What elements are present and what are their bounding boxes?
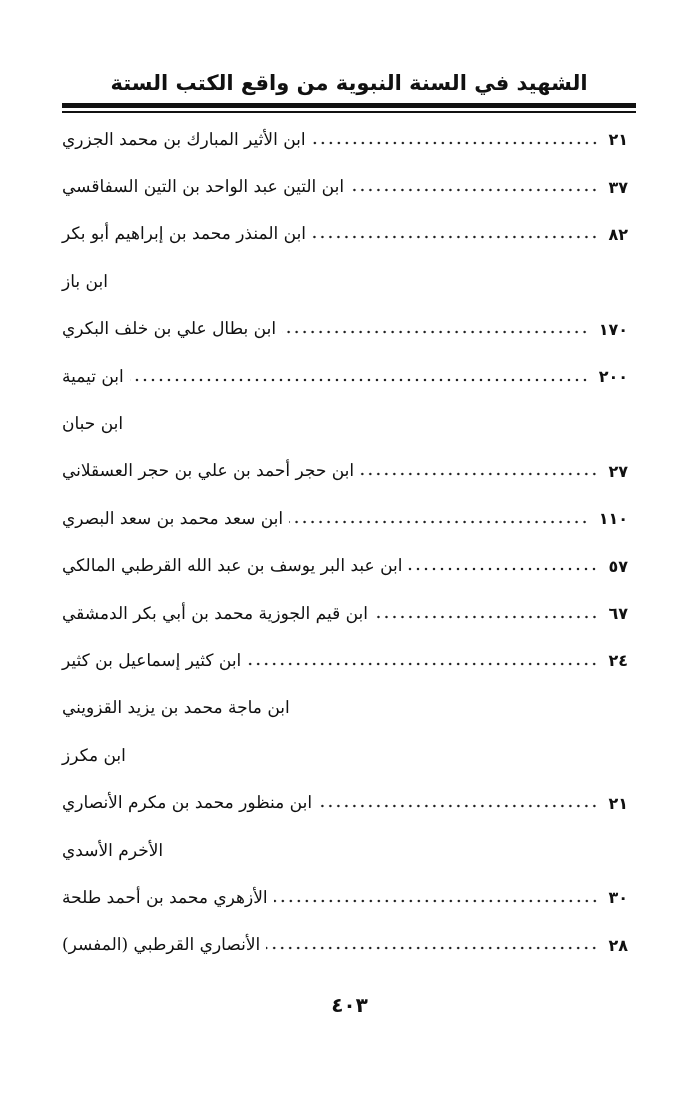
entry-name: ابن قيم الجوزية محمد بن أبي بكر الدمشقي [62, 603, 368, 624]
entry-name: ابن كثير إسماعيل بن كثير [62, 650, 242, 671]
dot-leader [247, 658, 598, 670]
entry-name: الأخرم الأسدي [62, 840, 164, 861]
entry-page-number: ٦٧ [608, 604, 628, 624]
dot-leader [130, 374, 589, 386]
index-entry [62, 163, 628, 210]
entry-name: ابن عبد البر يوسف بن عبد الله القرطبي المالكي [62, 556, 403, 577]
dot-leader [374, 611, 598, 623]
entry-name: ابن تيمية [62, 366, 124, 387]
dot-leader [350, 184, 598, 196]
index-entry [62, 211, 628, 258]
dot-leader [312, 137, 599, 149]
index-entry [62, 732, 628, 779]
entry-name: الأزهري محمد بن أحمد طلحة [62, 887, 268, 908]
entry-name: ابن سعد محمد بن سعد البصري [62, 508, 284, 529]
index-entry [62, 590, 628, 637]
entry-page-number: ٢٤ [608, 651, 628, 671]
index-entry [62, 353, 628, 400]
entry-name: ابن ماجة محمد بن يزيد القزويني [62, 698, 290, 719]
dot-leader [266, 942, 598, 954]
entry-name: ابن مكرز [62, 745, 126, 766]
entry-page-number: ٢٨ [608, 935, 628, 955]
dot-leader [408, 563, 598, 575]
entry-page-number: ١١٠ [598, 509, 628, 529]
entry-page-number: ٣٧ [608, 177, 628, 197]
index-entry [62, 448, 628, 495]
index-entry [62, 306, 628, 353]
entry-page-number: ٢١ [608, 793, 628, 813]
entry-page-number: ٢٧ [608, 461, 628, 481]
entry-page-number: ١٧٠ [598, 319, 628, 339]
index-entry [62, 543, 628, 590]
header-rule-thick [62, 103, 636, 108]
index-entry [62, 495, 628, 542]
index-entry [62, 922, 628, 969]
index-entry [62, 400, 628, 447]
index-list [62, 116, 628, 969]
entry-name: ابن التين عبد الواحد بن التين السفاقسي [62, 177, 345, 198]
page-number: ٤٠٣ [331, 993, 368, 1017]
index-entry [62, 116, 628, 163]
dot-leader [312, 231, 598, 243]
entry-page-number: ٢١ [608, 130, 628, 150]
entry-page-number: ٢٠٠ [598, 367, 628, 387]
entry-name: ابن منظور محمد بن مكرم الأنصاري [62, 793, 313, 814]
running-header [62, 66, 636, 100]
entry-page-number: ٥٧ [608, 556, 628, 576]
dot-leader [289, 516, 589, 528]
book-title: الشهيد في السنة النبوية من واقع الكتب الستة [110, 71, 588, 95]
entry-name: الأنصاري القرطبي (المفسر) [62, 935, 261, 956]
header-rule-thin [62, 111, 636, 113]
dot-leader [282, 326, 589, 338]
index-entry [62, 685, 628, 732]
dot-leader [360, 468, 598, 480]
entry-name: ابن المنذر محمد بن إبراهيم أبو بكر [62, 224, 307, 245]
index-entry [62, 779, 628, 826]
entry-name: ابن حجر أحمد بن علي بن حجر العسقلاني [62, 461, 355, 482]
entry-name: ابن بطال علي بن خلف البكري [62, 319, 277, 340]
index-entry [62, 874, 628, 921]
entry-page-number: ٣٠ [608, 888, 628, 908]
index-entry [62, 637, 628, 684]
entry-page-number: ٨٢ [608, 224, 628, 244]
entry-name: ابن حبان [62, 414, 124, 435]
index-entry [62, 258, 628, 305]
index-entry [62, 827, 628, 874]
entry-name: ابن باز [62, 271, 108, 292]
dot-leader [274, 895, 599, 907]
dot-leader [318, 800, 598, 812]
entry-name: ابن الأثير المبارك بن محمد الجزري [62, 129, 306, 150]
